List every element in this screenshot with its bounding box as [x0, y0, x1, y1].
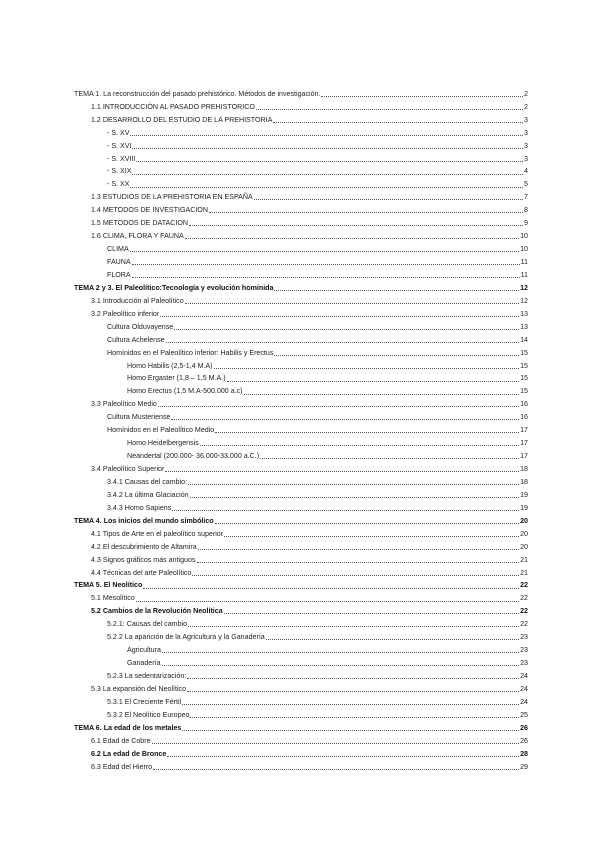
toc-entry[interactable]	[74, 176, 528, 189]
toc-entry-title: Homo Heidelbergensis	[127, 439, 199, 448]
toc-entry-title: 1.2 DESARROLLO DEL ESTUDIO DE LA PREHISTORIA	[91, 115, 273, 124]
toc-entry-page-number: 7	[524, 193, 528, 202]
toc-entry-page-number: 11	[520, 258, 528, 267]
toc-entry-page-number: 20	[520, 529, 528, 538]
toc-entry[interactable]	[74, 667, 528, 680]
toc-entry-page-number: 23	[520, 659, 528, 668]
toc-entry-title: 5.1 Mesolítico	[91, 594, 135, 603]
toc-entry-page-number: 15	[520, 348, 528, 357]
toc-entry[interactable]	[74, 447, 528, 460]
toc-entry-title: 1.6 CLIMA, FLORA Y FAUNA	[91, 232, 184, 241]
toc-entry[interactable]	[74, 473, 528, 486]
dot-leader	[274, 355, 519, 356]
toc-entry-title: TEMA 1. La reconstrucción del pasado prehistórico. Métodos de investigación.	[74, 89, 321, 98]
toc-entry-title: 1.3 ESTUDIOS DE LA PREHISTORIA EN ESPAÑA	[91, 193, 253, 202]
toc-entry-page-number: 19	[520, 503, 528, 512]
dot-leader	[185, 303, 519, 304]
dot-leader	[200, 445, 519, 446]
toc-entry[interactable]	[74, 628, 528, 641]
toc-entry[interactable]	[74, 370, 528, 383]
dot-leader	[162, 665, 520, 666]
toc-entry[interactable]	[74, 292, 528, 305]
toc-entry-title: - S. XIX	[107, 167, 132, 176]
toc-entry[interactable]	[74, 564, 528, 577]
dot-leader	[256, 109, 523, 110]
toc-entry-page-number: 10	[520, 232, 528, 241]
toc-entry[interactable]	[74, 124, 528, 137]
toc-entry-title: 5.3 La expansión del Neolítico	[91, 684, 187, 693]
toc-entry-page-number: 3	[524, 115, 528, 124]
toc-entry-page-number: 18	[520, 477, 528, 486]
dot-leader	[273, 122, 523, 123]
toc-entry[interactable]	[74, 201, 528, 214]
toc-entry-title: 5.2.1: Causas del cambio	[107, 620, 188, 629]
toc-entry-page-number: 3	[524, 141, 528, 150]
toc-entry-title: 3.4 Paleolítico Superior	[91, 465, 165, 474]
dot-leader	[182, 704, 519, 705]
toc-entry-page-number: 3	[524, 128, 528, 137]
toc-entry[interactable]	[74, 603, 528, 616]
dot-leader	[215, 432, 519, 433]
dot-leader	[172, 510, 519, 511]
toc-entry-title: FAUNA	[107, 258, 131, 267]
toc-entry[interactable]	[74, 615, 528, 628]
dot-leader	[227, 381, 520, 382]
toc-entry[interactable]	[74, 719, 528, 732]
toc-entry-page-number: 23	[520, 633, 528, 642]
toc-entry[interactable]	[74, 706, 528, 719]
toc-entry-title: 6.2 La edad de Bronce	[91, 749, 167, 758]
toc-entry-page-number: 5	[524, 180, 528, 189]
dot-leader	[187, 691, 519, 692]
toc-entry-page-number: 24	[520, 697, 528, 706]
toc-entry-page-number: 28	[520, 749, 528, 758]
toc-entry[interactable]	[74, 460, 528, 473]
dot-leader	[171, 419, 519, 420]
toc-entry[interactable]	[74, 85, 528, 98]
dot-leader	[136, 601, 519, 602]
dot-leader	[162, 652, 519, 653]
toc-entry-title: Agricultura	[127, 646, 161, 655]
toc-entry-page-number: 23	[520, 646, 528, 655]
toc-entry-title: Homínidos en el Paleolítico Medio	[107, 426, 215, 435]
toc-entry[interactable]	[74, 331, 528, 344]
toc-entry[interactable]	[74, 396, 528, 409]
toc-entry-page-number: 24	[520, 684, 528, 693]
toc-entry-page-number: 21	[520, 555, 528, 564]
toc-entry-title: TEMA 5. El Neolítico	[74, 581, 143, 590]
toc-entry[interactable]	[74, 590, 528, 603]
toc-entry-title: Cultura Achelense	[107, 335, 165, 344]
toc-entry-page-number: 22	[520, 581, 528, 590]
dot-leader	[143, 588, 519, 589]
toc-entry-title: 4.2 El descubrimiento de Altamira	[91, 542, 197, 551]
dot-leader	[132, 174, 523, 175]
dot-leader	[152, 743, 520, 744]
dot-leader	[197, 562, 520, 563]
toc-entry[interactable]	[74, 163, 528, 176]
toc-entry[interactable]	[74, 499, 528, 512]
dot-leader	[174, 329, 519, 330]
toc-entry-title: 5.2.2 La aparición de la Agricultura y la Ganadería	[107, 633, 265, 642]
toc-entry-title: - S. XX	[107, 180, 130, 189]
toc-entry[interactable]	[74, 111, 528, 124]
toc-entry-title: 5.3.1 El Creciente Fértil	[107, 697, 182, 706]
toc-entry[interactable]	[74, 538, 528, 551]
toc-entry-title: - S. XVIII	[107, 154, 136, 163]
toc-entry-title: Neandertal (200.000- 36.000-33.000 a.C.)	[127, 452, 260, 461]
dot-leader	[158, 406, 519, 407]
toc-entry-page-number: 18	[520, 465, 528, 474]
toc-entry-title: 4.4 Técnicas del arte Paleolítico	[91, 568, 192, 577]
toc-entry-page-number: 24	[520, 672, 528, 681]
toc-entry[interactable]	[74, 227, 528, 240]
dot-leader	[215, 523, 519, 524]
dot-leader	[321, 96, 523, 97]
toc-entry[interactable]	[74, 98, 528, 111]
dot-leader	[187, 678, 519, 679]
toc-entry[interactable]	[74, 318, 528, 331]
dot-leader	[160, 316, 519, 317]
toc-entry-title: 3.4.3 Homo Sapiens	[107, 503, 172, 512]
dot-leader	[167, 756, 519, 757]
dot-leader	[136, 161, 523, 162]
toc-entry[interactable]	[74, 654, 528, 667]
toc-entry[interactable]	[74, 680, 528, 693]
toc-entry-page-number: 16	[520, 413, 528, 422]
dot-leader	[274, 290, 519, 291]
toc-entry-title: 1.4 METODOS DE INVESTIGACION	[91, 206, 208, 215]
toc-entry-page-number: 20	[520, 516, 528, 525]
toc-entry[interactable]	[74, 305, 528, 318]
toc-entry-title: TEMA 6. La edad de los metales	[74, 723, 182, 732]
dot-leader	[244, 394, 520, 395]
toc-entry-page-number: 25	[520, 710, 528, 719]
toc-entry-title: Cultura Musteriense	[107, 413, 171, 422]
toc-entry-title: 1.1 INTRODUCCIÓN AL PASADO PREHISTORICO	[91, 102, 255, 111]
toc-entry[interactable]	[74, 344, 528, 357]
toc-entry[interactable]	[74, 421, 528, 434]
toc-entry-page-number: 2	[524, 102, 528, 111]
toc-entry-title: Homo Ergaster (1,8 – 1,5 M.A.)	[127, 374, 226, 383]
toc-entry-page-number: 22	[520, 594, 528, 603]
toc-entry-page-number: 2	[524, 89, 528, 98]
toc-entry-title: 3.3 Paleolítico Medio	[91, 400, 157, 409]
toc-entry-title: 1.5 METODOS DE DATACION	[91, 219, 188, 228]
toc-entry-page-number: 19	[520, 490, 528, 499]
toc-entry-page-number: 9	[524, 219, 528, 228]
toc-entry-page-number: 12	[520, 296, 528, 305]
toc-entry[interactable]	[74, 745, 528, 758]
dot-leader	[132, 264, 520, 265]
toc-entry-page-number: 11	[520, 270, 528, 279]
dot-leader	[153, 769, 519, 770]
toc-entry-title: - S. XV	[107, 128, 130, 137]
toc-entry-title: Ganadería	[127, 659, 161, 668]
dot-leader	[182, 730, 519, 731]
toc-entry[interactable]	[74, 408, 528, 421]
toc-entry[interactable]	[74, 434, 528, 447]
toc-entry-title: 6.3 Edad del Hierro	[91, 762, 153, 771]
dot-leader	[266, 639, 519, 640]
toc-entry-title: Homo Habilis (2,5-1,4 M.A)	[127, 361, 213, 370]
dot-leader	[190, 497, 519, 498]
toc-entry-title: 5.2.3 La sedentarización:	[107, 672, 187, 681]
toc-entry-page-number: 4	[524, 167, 528, 176]
toc-entry[interactable]	[74, 266, 528, 279]
table-of-contents	[74, 85, 528, 771]
toc-entry[interactable]	[74, 150, 528, 163]
dot-leader	[130, 251, 519, 252]
toc-entry-page-number: 15	[520, 387, 528, 396]
toc-entry[interactable]	[74, 253, 528, 266]
toc-entry-title: 3.4.2 La última Glaciación	[107, 490, 189, 499]
toc-entry[interactable]	[74, 512, 528, 525]
toc-entry-title: FLORA	[107, 270, 131, 279]
toc-entry-page-number: 17	[520, 439, 528, 448]
dot-leader	[188, 484, 519, 485]
dot-leader	[188, 626, 519, 627]
dot-leader	[130, 135, 523, 136]
toc-entry-page-number: 26	[520, 723, 528, 732]
toc-entry[interactable]	[74, 551, 528, 564]
toc-entry[interactable]	[74, 240, 528, 253]
dot-leader	[254, 199, 523, 200]
toc-entry-title: - S. XVI	[107, 141, 132, 150]
toc-entry-page-number: 17	[520, 452, 528, 461]
toc-entry-page-number: 29	[520, 762, 528, 771]
toc-entry[interactable]	[74, 214, 528, 227]
toc-entry-title: 6.1 Edad de Cobre	[91, 736, 151, 745]
toc-entry-title: Homínidos en el Paleolítico inferior: Habilis y Erectus	[107, 348, 274, 357]
toc-entry-title: 4.1 Tipos de Arte en el paleolítico superior	[91, 529, 224, 538]
toc-entry-title: Homo Erectus (1,5 M.A-500.000 a.c)	[127, 387, 243, 396]
dot-leader	[214, 368, 520, 369]
toc-entry-page-number: 3	[524, 154, 528, 163]
toc-entry[interactable]	[74, 189, 528, 202]
toc-entry-title: CLIMA	[107, 245, 129, 254]
toc-entry-page-number: 12	[520, 283, 528, 292]
toc-entry-title: 3.1 Introducción al Paleolítico	[91, 296, 184, 305]
toc-entry-page-number: 8	[524, 206, 528, 215]
toc-entry-title: 3.4.1 Causas del cambio:	[107, 477, 188, 486]
toc-entry-title: 4.3 Signos gráficos más antiguos	[91, 555, 196, 564]
toc-entry-page-number: 13	[520, 309, 528, 318]
dot-leader	[185, 238, 519, 239]
toc-entry-title: 5.2 Cambios de la Revolución Neolítica	[91, 607, 223, 616]
toc-entry[interactable]	[74, 383, 528, 396]
dot-leader	[132, 277, 520, 278]
dot-leader	[132, 148, 523, 149]
dot-leader	[190, 717, 519, 718]
toc-entry-page-number: 26	[520, 736, 528, 745]
toc-entry[interactable]	[74, 758, 528, 771]
toc-entry[interactable]	[74, 525, 528, 538]
toc-entry[interactable]	[74, 357, 528, 370]
dot-leader	[209, 212, 523, 213]
toc-entry[interactable]	[74, 693, 528, 706]
toc-entry-page-number: 22	[520, 607, 528, 616]
dot-leader	[166, 342, 520, 343]
dot-leader	[224, 536, 519, 537]
toc-entry-page-number: 14	[520, 335, 528, 344]
dot-leader	[130, 187, 523, 188]
toc-entry-page-number: 17	[520, 426, 528, 435]
dot-leader	[189, 225, 523, 226]
toc-entry-title: Cultura Olduvayense	[107, 322, 174, 331]
toc-entry-title: 3.2 Paleolítico inferior	[91, 309, 160, 318]
dot-leader	[192, 575, 519, 576]
toc-entry[interactable]	[74, 137, 528, 150]
toc-entry[interactable]	[74, 577, 528, 590]
dot-leader	[198, 549, 519, 550]
toc-entry-page-number: 22	[520, 620, 528, 629]
toc-entry-page-number: 15	[520, 361, 528, 370]
toc-entry-page-number: 20	[520, 542, 528, 551]
toc-entry[interactable]	[74, 279, 528, 292]
toc-entry-page-number: 13	[520, 322, 528, 331]
dot-leader	[165, 471, 519, 472]
toc-entry-title: TEMA 4. Los inicios del mundo simbólico	[74, 516, 214, 525]
toc-entry-title: 5.3.2 El Neolítico Europeo	[107, 710, 190, 719]
toc-entry-page-number: 10	[520, 245, 528, 254]
dot-leader	[224, 613, 519, 614]
toc-entry-title: TEMA 2 y 3. El Paleolítico:Tecnología y evolución homínida	[74, 283, 274, 292]
toc-entry[interactable]	[74, 732, 528, 745]
toc-entry[interactable]	[74, 486, 528, 499]
toc-entry-page-number: 16	[520, 400, 528, 409]
toc-entry-page-number: 15	[520, 374, 528, 383]
toc-entry[interactable]	[74, 641, 528, 654]
dot-leader	[260, 458, 519, 459]
toc-entry-page-number: 21	[520, 568, 528, 577]
